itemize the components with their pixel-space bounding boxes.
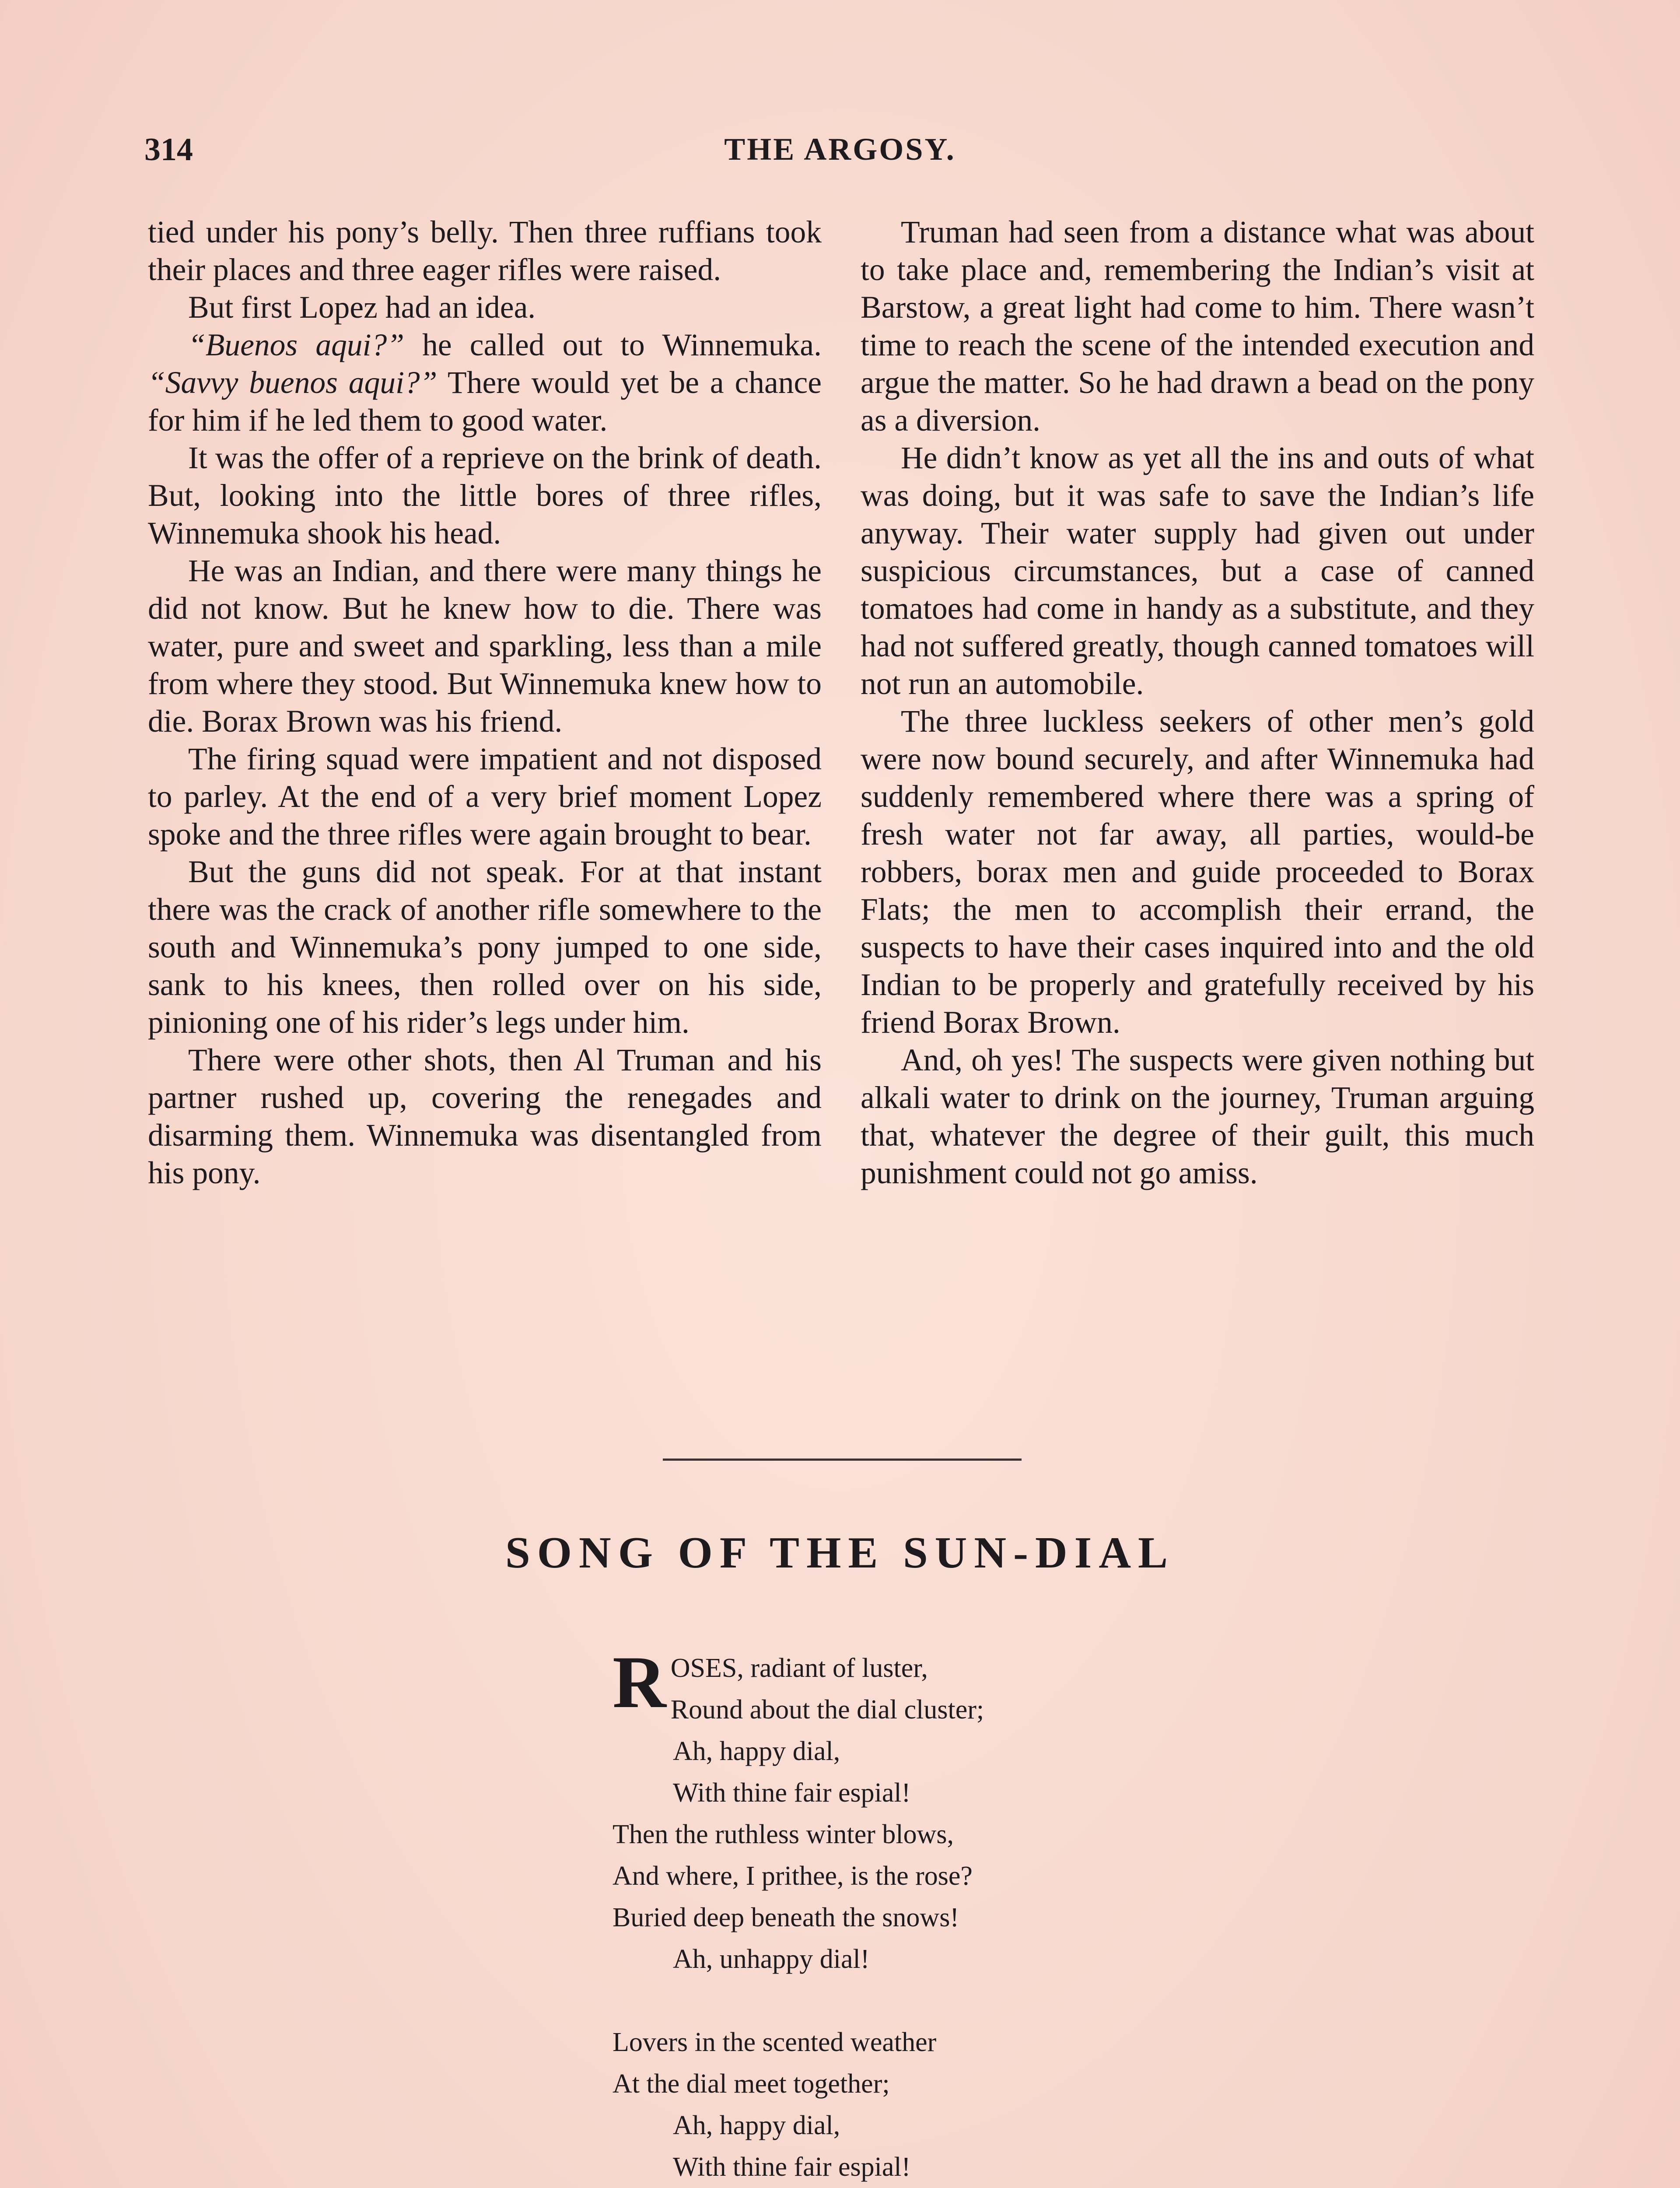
poem-line: Lovers in the scented weather [612,2027,937,2057]
text-span: he called out to Winnemuka. [404,328,822,362]
text-span: He was an Indian, and there were many things he did not know. But he knew how to die. There was water, pure and sweet and sparkling, less than a mile from where they stood. But Winnemuka knew how to die. Borax Brown was his friend. [148,554,822,739]
paragraph [148,289,822,326]
text-span: tied under his pony’s belly. Then three ruffians took their places and three eager rifles were raised. [148,215,822,287]
drop-cap: R [612,1641,666,1723]
poem-line: At the dial meet together; [612,2069,890,2099]
paragraph [148,552,822,740]
paragraph [861,703,1534,1041]
poem-stanza-1 [612,1641,1181,1980]
paragraph [861,1041,1534,1192]
paragraph [148,326,822,439]
paragraph [148,1041,822,1192]
text-span: And, oh yes! The suspects were given nothing but alkali water to drink on the journey, Truman arguing that, whatever the degree of their guilt, this much punishment could not go amiss. [861,1043,1534,1190]
poem-title: SONG OF THE SUN-DIAL [505,1528,1175,1578]
text-span: But first Lopez had an idea. [188,290,536,325]
paragraph [861,214,1534,439]
page-number: 314 [144,132,193,168]
poem-line: And where, I prithee, is the rose? [612,1861,973,1891]
left-column [148,214,822,1192]
text-span: There would yet be a chance for him if he led them to good water. [148,365,822,438]
poem-line: Then the ruthless winter blows, [612,1820,954,1849]
paragraph [148,740,822,853]
poem-line: Ah, unhappy dial! [673,1944,870,1974]
text-span: He didn’t know as yet all the ins and outs of what was doing, but it was safe to save the Indian’s life anyway. Their water supply had given out under suspicious circumstances, but a case of canned tomatoes had come in handy as a substitute, and they had not suffered greatly, though canned tomatoes will not run an automobile. [861,441,1534,701]
poem-line: Buried deep beneath the snows! [612,1903,959,1932]
right-column [861,214,1534,1192]
text-span: There were other shots, then Al Truman and his partner rushed up, covering the renegades and disarming them. Winnemuka was disentangled from his pony. [148,1043,822,1190]
poem-stanza-2 [612,2022,1181,2188]
italic-text: “Buenos aqui?” [188,328,405,362]
poem-line: OSES, radiant of luster, [670,1653,928,1683]
page-header [144,131,1536,184]
text-span: Truman had seen from a distance what was about to take place and, remembering the Indian’s visit at Barstow, a great light had come to him. There wasn’t time to reach the scene of the intended execution and argue the matter. So he had drawn a bead on the pony as a diversion. [861,215,1534,438]
poem [612,1641,1181,2188]
text-span: The firing squad were impatient and not disposed to parley. At the end of a very brief moment Lopez spoke and the three rifles were again brought to bear. [148,742,822,852]
paragraph [861,439,1534,703]
poem-line: With thine fair espial! [673,2152,911,2182]
poem-line: Ah, happy dial, [673,2111,840,2140]
text-span: It was the offer of a reprieve on the brink of death. But, looking into the little bores of three rifles, Winnemuka shook his head. [148,441,822,551]
text-span: The three luckless seekers of other men’s gold were now bound securely, and after Winnemuka had suddenly remembered where there was a spring of fresh water not far away, all parties, would-be robbers, borax men and guide proceeded to Borax Flats; the men to accomplish their errand, the suspects to have their cases inquired into and the old Indian to be properly and gratefully received by his friend Borax Brown. [861,704,1534,1040]
running-head: THE ARGOSY. [724,132,956,167]
paragraph [148,853,822,1041]
poem-line: Ah, happy dial, [673,1736,840,1766]
italic-text: “Savvy buenos aqui?” [148,365,438,400]
poem-line: With thine fair espial! [673,1778,911,1808]
paragraph [148,214,822,289]
poem-line: Round about the dial cluster; [670,1695,984,1725]
poem-opening [612,1641,1181,1731]
section-divider [663,1459,1022,1461]
paragraph [148,439,822,552]
text-span: But the guns did not speak. For at that instant there was the crack of another rifle somewhere to the south and Winnemuka’s pony jumped to one side, sank to his knees, then rolled over on his side, pinioning one of his rider’s legs under him. [148,855,822,1040]
